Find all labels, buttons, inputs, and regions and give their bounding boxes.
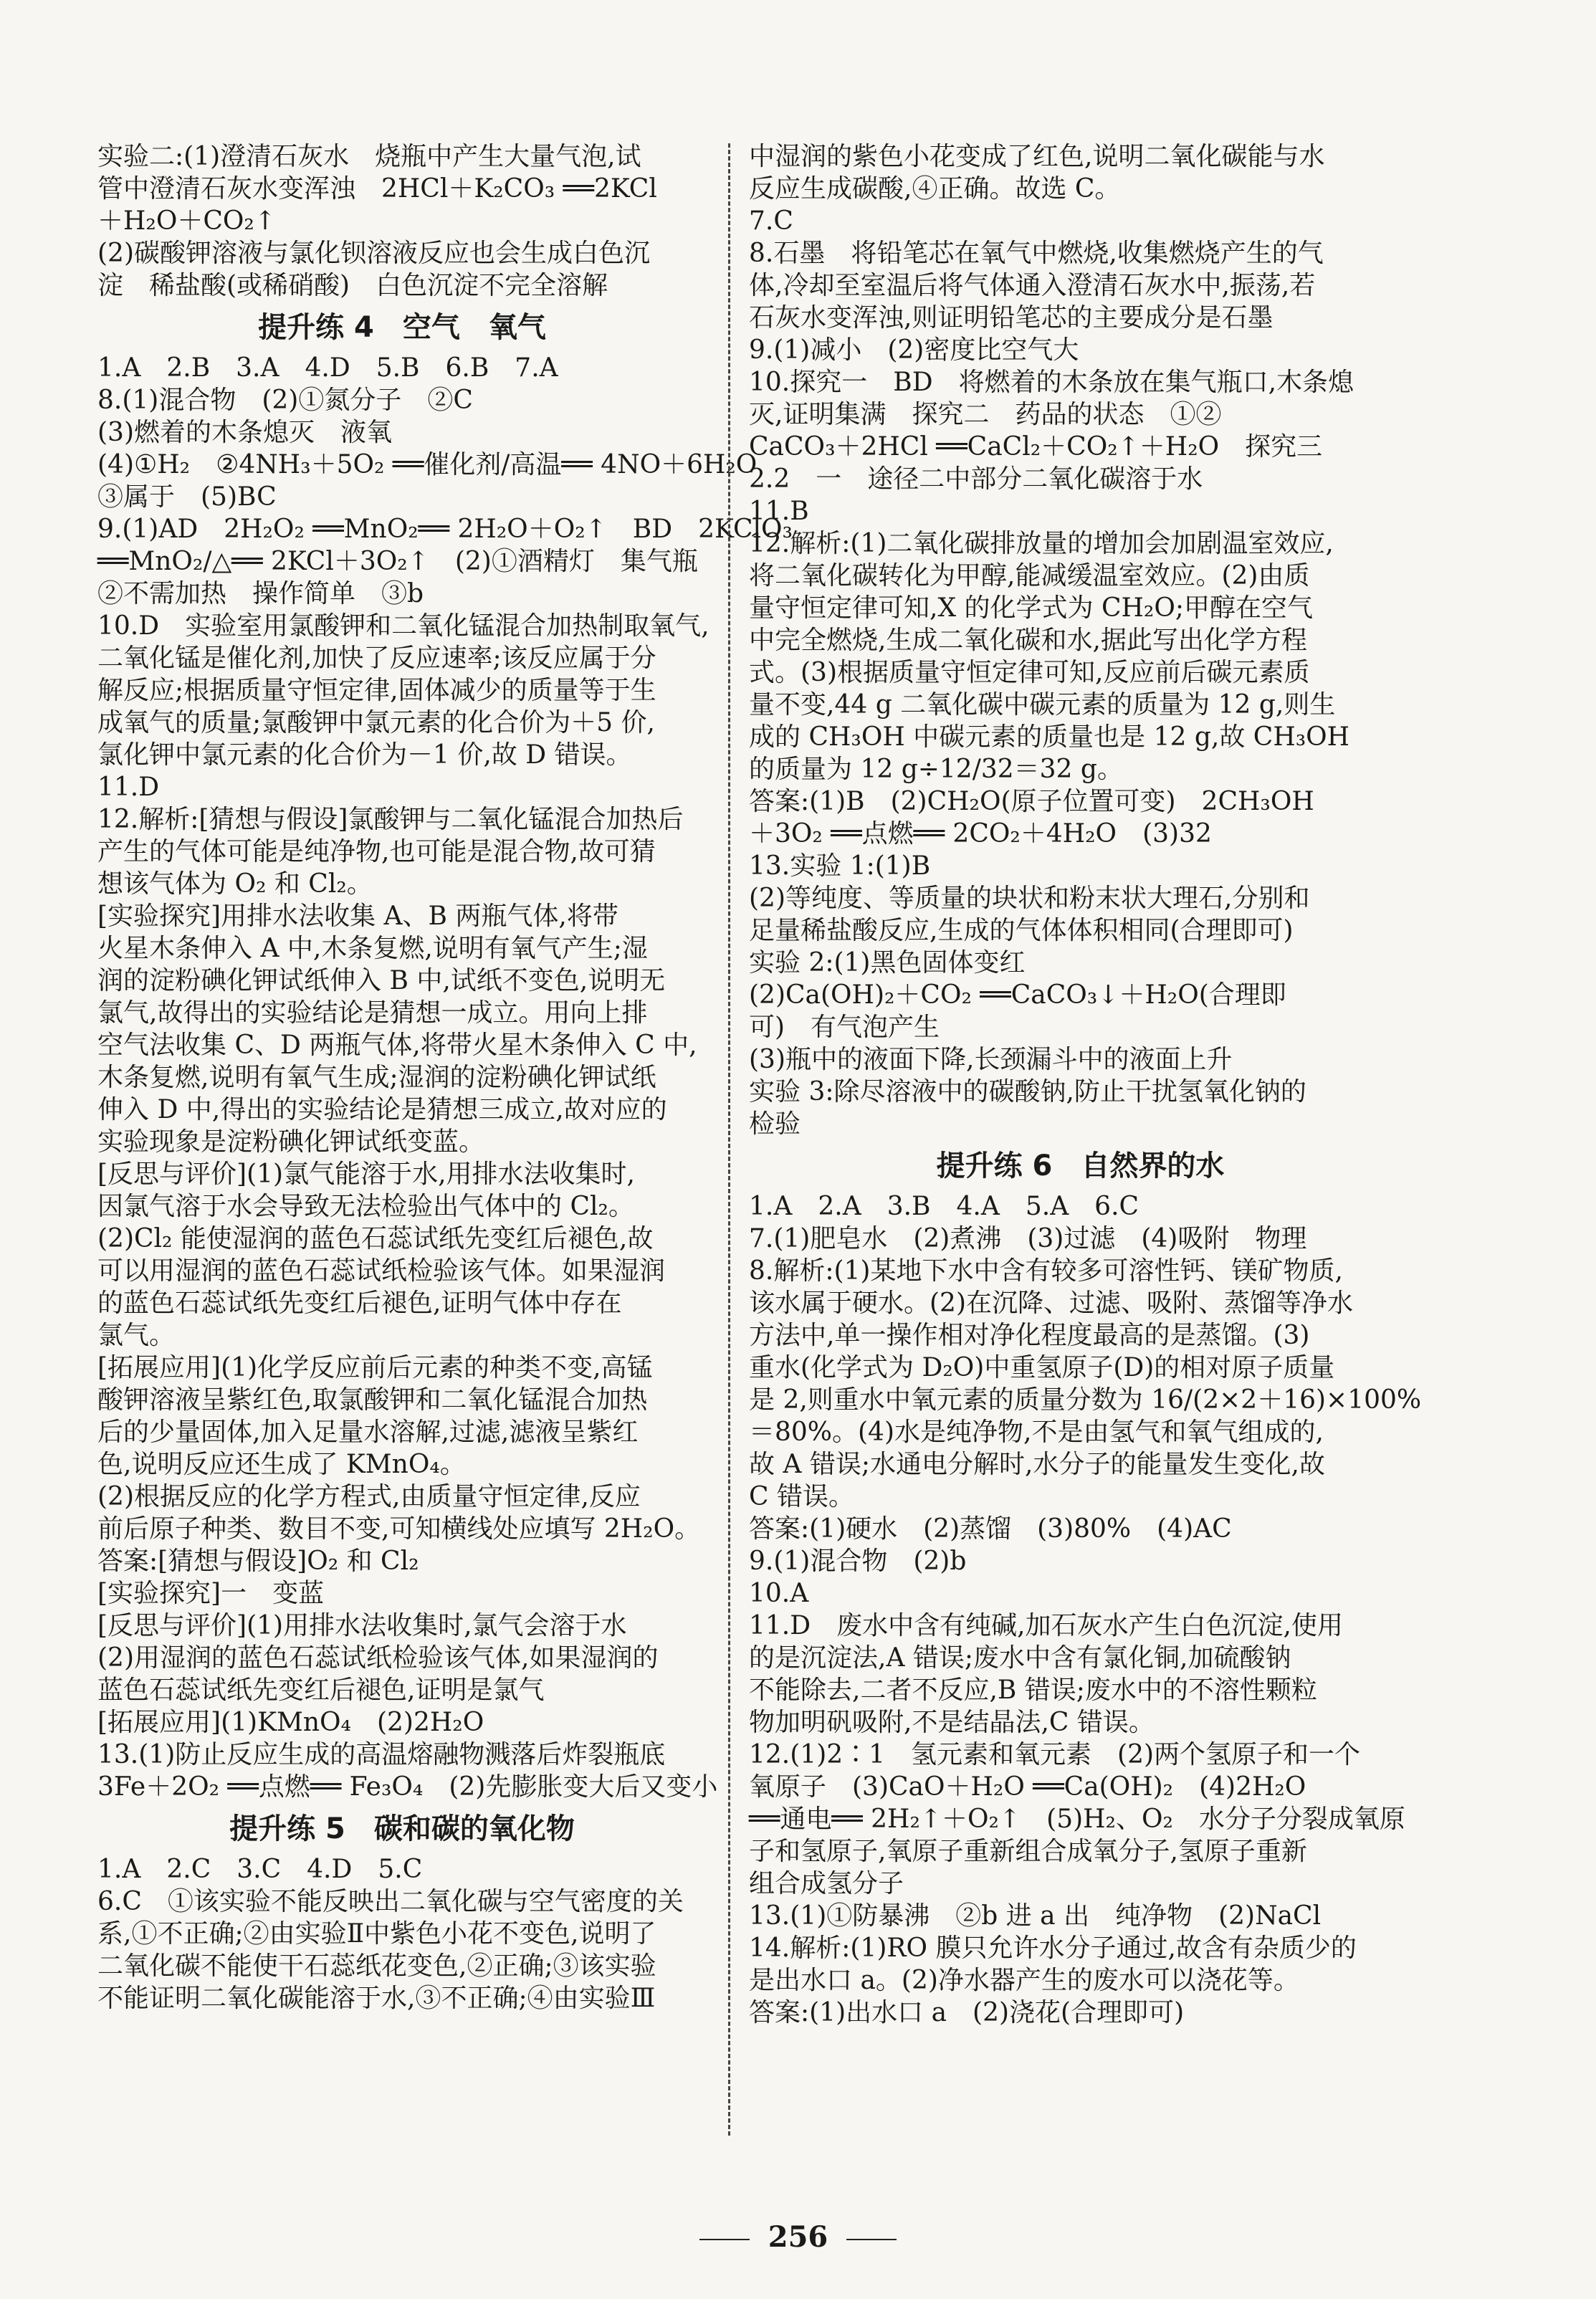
text-line: ＝80%。(4)水是纯净物,不是由氢气和氧气组成的, — [749, 1418, 1324, 1447]
text-line: 的蓝色石蕊试纸先变红后褪色,证明气体中存在 — [97, 1289, 622, 1318]
text-line: 可以用湿润的蓝色石蕊试纸检验该气体。如果湿润 — [97, 1256, 666, 1286]
text-line: 式。(3)根据质量守恒定律可知,反应前后碳元素质 — [749, 658, 1310, 687]
text-line: 成的 CH₃OH 中碳元素的质量也是 12 g,故 CH₃OH — [749, 722, 1350, 752]
text-line: [拓展应用](1)KMnO₄ (2)2H₂O — [97, 1708, 484, 1737]
right-column — [749, 140, 1422, 2029]
text-line: 8.(1)混合物 (2)①氮分子 ②C — [97, 386, 473, 415]
footer-dash — [846, 2239, 897, 2240]
text-line: 12.解析:[猜想与假设]氯酸钾与二氧化锰混合加热后 — [97, 805, 684, 834]
text-line: [反思与评价](1)用排水法收集时,氯气会溶于水 — [97, 1611, 627, 1640]
text-line: 实验现象是淀粉碘化钾试纸变蓝。 — [97, 1127, 485, 1157]
text-line: 11.D 废水中含有纯碱,加石灰水产生白色沉淀,使用 — [749, 1611, 1344, 1640]
column-divider — [728, 143, 730, 2136]
text-line: 7.C — [749, 206, 793, 236]
text-line: 子和氢原子,氧原子重新组合成氧分子,氢原子重新 — [749, 1837, 1307, 1866]
text-line: 实验 2:(1)黑色固体变红 — [749, 948, 1026, 978]
section-heading: 提升练 5 碳和碳的氧化物 — [229, 1812, 575, 1845]
text-line: 量守恒定律可知,X 的化学式为 CH₂O;甲醇在空气 — [749, 593, 1313, 623]
text-line: 14.解析:(1)RO 膜只允许水分子通过,故含有杂质少的 — [749, 1934, 1357, 1963]
text-line: 二氧化锰是催化剂,加快了反应速率;该反应属于分 — [97, 644, 656, 673]
text-line: 该水属于硬水。(2)在沉降、过滤、吸附、蒸馏等净水 — [749, 1289, 1353, 1318]
text-line: 故 A 错误;水通电分解时,水分子的能量发生变化,故 — [749, 1450, 1325, 1479]
text-line: 2.2 一 途径二中部分二氧化碳溶于水 — [749, 464, 1203, 494]
text-line: 量不变,44 g 二氧化碳中碳元素的质量为 12 g,则生 — [749, 690, 1336, 720]
text-line: 重水(化学式为 D₂O)中重氢原子(D)的相对原子质量 — [749, 1353, 1335, 1382]
text-line: ══通电══ 2H₂↑＋O₂↑ (5)H₂、O₂ 水分子分裂成氧原 — [749, 1805, 1405, 1834]
text-line: (2)用湿润的蓝色石蕊试纸检验该气体,如果湿润的 — [97, 1643, 659, 1673]
text-line: 13.(1)①防暴沸 ②b 进 a 出 纯净物 (2)NaCl — [749, 1901, 1322, 1931]
text-line: 10.D 实验室用氯酸钾和二氧化锰混合加热制取氧气, — [97, 611, 709, 641]
text-line: 后的少量固体,加入足量水溶解,过滤,滤液呈紫红 — [97, 1418, 639, 1447]
left-lines-bottom — [97, 1853, 707, 2014]
text-line: 检验 — [749, 1109, 801, 1139]
text-line: (2)等纯度、等质量的块状和粉末状大理石,分别和 — [749, 884, 1310, 913]
text-line: 足量稀盐酸反应,生成的气体体积相同(合理即可) — [749, 916, 1294, 945]
text-line: 答案:(1)出水口 a (2)浇花(合理即可) — [749, 1998, 1185, 2027]
text-line: [反思与评价](1)氯气能溶于水,用排水法收集时, — [97, 1160, 635, 1189]
text-line: (3)燃着的木条熄灭 液氧 — [97, 418, 392, 447]
text-line: CaCO₃＋2HCl ══CaCl₂＋CO₂↑＋H₂O 探究三 — [749, 432, 1323, 462]
text-line: 9.(1)减小 (2)密度比空气大 — [749, 335, 1079, 365]
text-line: C 错误。 — [749, 1482, 854, 1511]
text-line: 1.A 2.A 3.B 4.A 5.A 6.C — [749, 1192, 1139, 1221]
text-line: [实验探究]用排水法收集 A、B 两瓶气体,将带 — [97, 902, 618, 931]
text-line: 成氧气的质量;氯酸钾中氯元素的化合价为＋5 价, — [97, 708, 655, 737]
text-line: 1.A 2.B 3.A 4.D 5.B 6.B 7.A — [97, 353, 558, 383]
text-line: 管中澄清石灰水变浑浊 2HCl＋K₂CO₃ ══2KCl — [97, 174, 657, 204]
text-line: 物加明矾吸附,不是结晶法,C 错误。 — [749, 1708, 1155, 1737]
text-line: 是出水口 a。(2)净水器产生的废水可以浇花等。 — [749, 1966, 1299, 1995]
text-line: 1.A 2.C 3.C 4.D 5.C — [97, 1855, 423, 1884]
text-line: 将二氧化碳转化为甲醇,能减缓温室效应。(2)由质 — [749, 561, 1310, 591]
text-line: 的质量为 12 g÷12/32＝32 g。 — [749, 755, 1123, 784]
text-line: 因氯气溶于水会导致无法检验出气体中的 Cl₂。 — [97, 1192, 634, 1221]
text-line: 6.C ①该实验不能反映出二氧化碳与空气密度的关 — [97, 1887, 684, 1916]
right-lines-top — [749, 140, 1412, 1140]
page-footer — [0, 2220, 1596, 2254]
text-line: 酸钾溶液呈紫红色,取氯酸钾和二氧化锰混合加热 — [97, 1385, 648, 1415]
text-line: (3)瓶中的液面下降,长颈漏斗中的液面上升 — [749, 1045, 1233, 1074]
text-line: 10.A — [749, 1579, 809, 1608]
section-heading: 提升练 4 空气 氧气 — [258, 311, 546, 344]
footer-dash — [699, 2239, 750, 2240]
text-line: 灭,证明集满 探究二 药品的状态 ①② — [749, 400, 1222, 429]
text-line: 体,冷却至室温后将气体通入澄清石灰水中,振荡,若 — [749, 271, 1316, 300]
text-line: 的是沉淀法,A 错误;废水中含有氯化铜,加硫酸钠 — [749, 1643, 1291, 1673]
text-line: 解反应;根据质量守恒定律,固体减少的质量等于生 — [97, 676, 656, 705]
text-line: 8.解析:(1)某地下水中含有较多可溶性钙、镁矿物质, — [749, 1256, 1343, 1286]
section-heading: 提升练 6 自然界的水 — [936, 1150, 1225, 1182]
text-line: 答案:[猜想与假设]O₂ 和 Cl₂ — [97, 1547, 419, 1576]
text-line: 8.石墨 将铅笔芯在氧气中燃烧,收集燃烧产生的气 — [749, 239, 1324, 268]
text-line: 12.(1)2∶1 氢元素和氧元素 (2)两个氢原子和一个 — [749, 1740, 1361, 1769]
text-line: 氯气。 — [97, 1321, 176, 1350]
text-line: (2)碳酸钾溶液与氯化钡溶液反应也会生成白色沉 — [97, 239, 650, 268]
text-line: 9.(1)AD 2H₂O₂ ══MnO₂══ 2H₂O＋O₂↑ BD 2KClO₃ — [97, 515, 793, 544]
text-line: 实验 3:除尽溶液中的碳酸钠,防止干扰氢氧化钠的 — [749, 1077, 1306, 1107]
text-line: 二氧化碳不能使干石蕊纸花变色,②正确;③该实验 — [97, 1951, 656, 1981]
text-line: 10.探究一 BD 将燃着的木条放在集气瓶口,木条熄 — [749, 368, 1354, 397]
text-line: 中湿润的紫色小花变成了红色,说明二氧化碳能与水 — [749, 142, 1325, 171]
text-line: 火星木条伸入 A 中,木条复燃,说明有氧气产生;湿 — [97, 934, 648, 963]
text-line: 组合成氢分子 — [749, 1869, 904, 1898]
text-line: 11.B — [749, 497, 809, 526]
text-line: ＋3O₂ ══点燃══ 2CO₂＋4H₂O (3)32 — [749, 819, 1212, 849]
text-line: 淀 稀盐酸(或稀硝酸) 白色沉淀不完全溶解 — [97, 271, 608, 300]
text-line: 13.实验 1:(1)B — [749, 851, 931, 881]
text-line: 蓝色石蕊试纸先变红后褪色,证明是氯气 — [97, 1676, 545, 1705]
text-line: (4)①H₂ ②4NH₃＋5O₂ ══催化剂/高温══ 4NO＋6H₂O — [97, 450, 758, 479]
text-line: 反应生成碳酸,④正确。故选 C。 — [749, 174, 1121, 204]
text-line: 石灰水变浑浊,则证明铅笔芯的主要成分是石墨 — [749, 303, 1274, 333]
text-line: 答案:(1)B (2)CH₂O(原子位置可变) 2CH₃OH — [749, 787, 1314, 816]
text-line: 产生的气体可能是纯净物,也可能是混合物,故可猜 — [97, 837, 656, 866]
text-line: [实验探究]一 变蓝 — [97, 1579, 325, 1608]
text-line: 润的淀粉碘化钾试纸伸入 B 中,试纸不变色,说明无 — [97, 966, 666, 995]
text-line: ══MnO₂/△══ 2KCl＋3O₂↑ (2)①酒精灯 集气瓶 — [97, 547, 698, 576]
text-line: 方法中,单一操作相对净化程度最高的是蒸馏。(3) — [749, 1321, 1310, 1350]
text-line: 色,说明反应还生成了 KMnO₄。 — [97, 1450, 466, 1479]
text-line: 系,①不正确;②由实验Ⅱ中紫色小花不变色,说明了 — [97, 1919, 656, 1949]
text-line: 氯气,故得出的实验结论是猜想一成立。用向上排 — [97, 998, 648, 1028]
text-line: 11.D — [97, 773, 160, 802]
text-line: 实验二:(1)澄清石灰水 烧瓶中产生大量气泡,试 — [97, 142, 641, 171]
text-line: (2)根据反应的化学方程式,由质量守恒定律,反应 — [97, 1482, 641, 1511]
text-line: 伸入 D 中,得出的实验结论是猜想三成立,故对应的 — [97, 1095, 667, 1124]
text-line: 12.解析:(1)二氧化碳排放量的增加会加剧温室效应, — [749, 529, 1334, 558]
text-line: (2)Cl₂ 能使湿润的蓝色石蕊试纸先变红后褪色,故 — [97, 1224, 654, 1253]
text-line: 前后原子种类、数目不变,可知横线处应填写 2H₂O。 — [97, 1514, 701, 1544]
text-line: 木条复燃,说明有氧气生成;湿润的淀粉碘化钾试纸 — [97, 1063, 656, 1092]
text-line: ②不需加热 操作简单 ③b — [97, 579, 424, 608]
text-line: 答案:(1)硬水 (2)蒸馏 (3)80% (4)AC — [749, 1514, 1232, 1544]
right-lines-bottom — [749, 1190, 1422, 2029]
text-line: 是 2,则重水中氧元素的质量分数为 16/(2×2＋16)×100% — [749, 1385, 1422, 1415]
text-line: [拓展应用](1)化学反应前后元素的种类不变,高锰 — [97, 1353, 653, 1382]
page-number: 256 — [768, 2220, 828, 2254]
text-line: 中完全燃烧,生成二氧化碳和水,据此写出化学方程 — [749, 626, 1307, 655]
text-line: 可) 有气泡产生 — [749, 1013, 940, 1042]
text-line: ③属于 (5)BC — [97, 482, 277, 512]
text-line: 7.(1)肥皂水 (2)煮沸 (3)过滤 (4)吸附 物理 — [749, 1224, 1307, 1253]
text-line: 氧原子 (3)CaO＋H₂O ══Ca(OH)₂ (4)2H₂O — [749, 1772, 1306, 1802]
text-line: ＋H₂O＋CO₂↑ — [97, 206, 276, 236]
text-line: (2)Ca(OH)₂＋CO₂ ══CaCO₃↓＋H₂O(合理即 — [749, 980, 1286, 1010]
text-line: 不能除去,二者不反应,B 错误;废水中的不溶性颗粒 — [749, 1676, 1317, 1705]
left-lines-top — [97, 140, 707, 302]
text-line: 9.(1)混合物 (2)b — [749, 1547, 967, 1576]
text-line: 3Fe＋2O₂ ══点燃══ Fe₃O₄ (2)先膨胀变大后又变小 — [97, 1772, 718, 1802]
text-line: 空气法收集 C、D 两瓶气体,将带火星木条伸入 C 中, — [97, 1031, 697, 1060]
text-line: 不能证明二氧化碳能溶于水,③不正确;④由实验Ⅲ — [97, 1984, 656, 2013]
text-line: 氯化钾中氯元素的化合价为－1 价,故 D 错误。 — [97, 740, 632, 770]
text-line: 想该气体为 O₂ 和 Cl₂。 — [97, 869, 373, 899]
text-line: 13.(1)防止反应生成的高温熔融物溅落后炸裂瓶底 — [97, 1740, 666, 1769]
